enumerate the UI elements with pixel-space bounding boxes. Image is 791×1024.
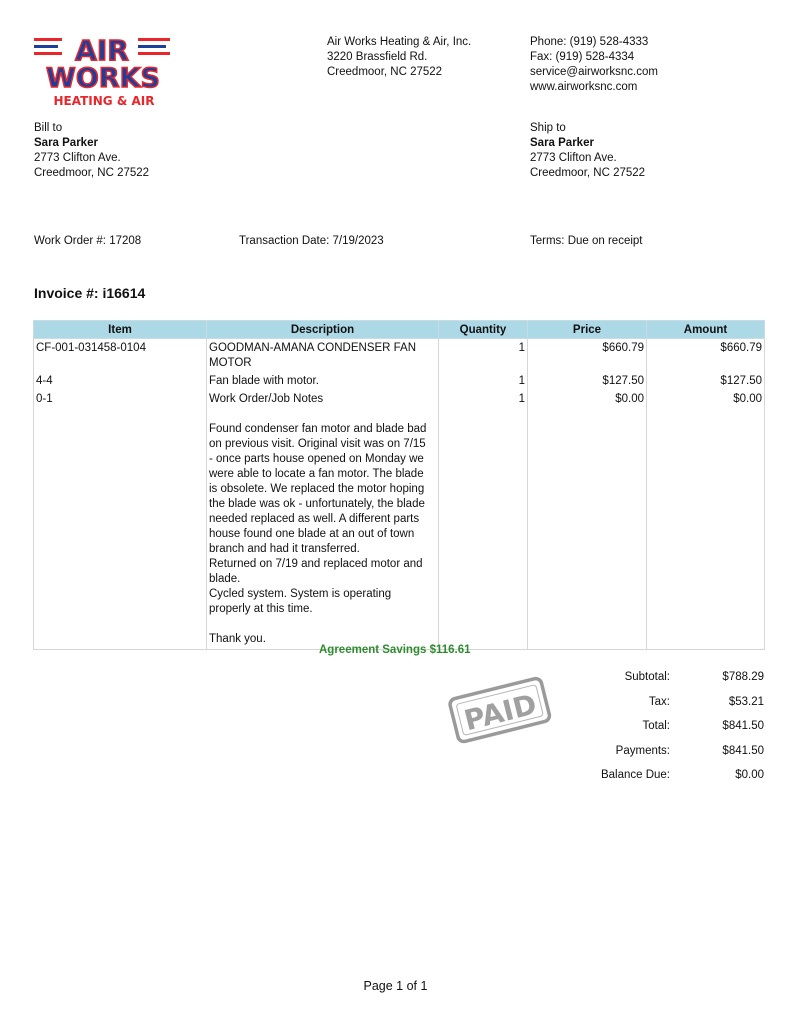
company-contact (530, 35, 658, 95)
job-notes-line: Found condenser fan motor and blade bad (209, 423, 427, 435)
job-notes-line: Cycled system. System is operating (209, 588, 392, 600)
agreement-savings: Agreement Savings $116.61 (319, 644, 471, 656)
transaction-date: Transaction Date: 7/19/2023 (239, 235, 384, 247)
tax-label: Tax: (648, 695, 670, 708)
job-notes-line: blade. (209, 573, 241, 585)
page-number: Page 1 of 1 (363, 979, 428, 993)
bill-to-name: Sara Parker (34, 137, 98, 149)
paid-stamp-text: PAID (460, 687, 540, 738)
job-notes-line: on previous visit. Original visit was on 7/15 (209, 438, 426, 450)
job-notes-line: is obsolete. We replaced the motor hoping (209, 483, 425, 495)
work-order-number: Work Order #: 17208 (34, 235, 142, 247)
balance-due-label: Balance Due: (600, 769, 670, 782)
job-notes-line: branch and had it transferred. (209, 543, 360, 555)
ship-to-address1: 2773 Clifton Ave. (530, 152, 617, 164)
subtotal-value: $788.29 (722, 671, 764, 683)
company-address-line2: Creedmoor, NC 27522 (327, 66, 443, 78)
row-description: GOODMAN-AMANA CONDENSER FAN MOTOR (207, 339, 439, 375)
company-phone: Phone: (919) 528-4333 (530, 36, 649, 48)
bill-to-label: Bill to (34, 122, 63, 134)
row-description: Fan blade with motor. (207, 374, 439, 392)
ship-to-address2: Creedmoor, NC 27522 (530, 167, 646, 179)
table-row (34, 339, 765, 375)
tax-row (550, 695, 764, 720)
row-price: $0.00 (528, 392, 647, 650)
ship-to-block (530, 121, 645, 181)
total-label: Total: (642, 720, 670, 733)
job-notes-line: properly at this time. (209, 603, 313, 615)
tax-value: $53.21 (728, 695, 764, 708)
logo-text-works: WORKS (46, 63, 160, 94)
total-value: $841.50 (722, 720, 764, 733)
column-header-price: Price (528, 321, 647, 339)
company-address-line1: 3220 Brassfield Rd. (327, 51, 428, 63)
table-row (34, 374, 765, 392)
company-address (327, 35, 471, 80)
line-items-table (33, 320, 765, 650)
row-amount: $0.00 (647, 392, 765, 650)
row-price: $660.79 (528, 339, 647, 375)
paid-stamp (445, 672, 555, 750)
ship-to-label: Ship to (530, 122, 566, 134)
balance-due-value: $0.00 (735, 769, 764, 782)
column-header-description: Description (207, 321, 439, 339)
payments-label: Payments: (615, 744, 670, 757)
row-item: CF-001-031458-0104 (34, 339, 207, 375)
company-logo (34, 35, 174, 111)
job-notes-line: Returned on 7/19 and replaced motor and (209, 558, 423, 570)
column-header-item: Item (34, 321, 207, 339)
balance-due-row (550, 768, 764, 793)
total-row (550, 719, 764, 744)
company-email: service@airworksnc.com (530, 66, 658, 78)
row-quantity: 1 (439, 374, 528, 392)
payments-value: $841.50 (722, 744, 764, 757)
company-name: Air Works Heating & Air, Inc. (327, 36, 472, 48)
table-row (34, 392, 765, 650)
logo-text-heating-air: HEATING & AIR (53, 94, 155, 108)
subtotal-row (550, 670, 764, 695)
job-notes-line: the blade was ok - unfortunately, the blade (209, 498, 425, 510)
company-website: www.airworksnc.com (530, 81, 638, 93)
bill-to-block (34, 121, 149, 181)
column-header-amount: Amount (647, 321, 765, 339)
bill-to-address1: 2773 Clifton Ave. (34, 152, 121, 164)
row-description: Work Order/Job Notes (209, 393, 324, 405)
job-notes (209, 422, 436, 647)
row-description-with-notes (207, 392, 439, 650)
job-notes-line: - once parts house opened on Monday we (209, 453, 424, 465)
ship-to-name: Sara Parker (530, 137, 594, 149)
job-notes-line: needed replaced as well. A different parts (209, 513, 420, 525)
row-item: 0-1 (34, 392, 207, 650)
row-quantity: 1 (439, 392, 528, 650)
row-amount: $660.79 (647, 339, 765, 375)
totals-block (550, 670, 764, 793)
column-header-quantity: Quantity (439, 321, 528, 339)
row-price: $127.50 (528, 374, 647, 392)
table-header-row (34, 321, 765, 339)
payment-terms: Terms: Due on receipt (530, 235, 643, 247)
job-notes-line: were able to locate a fan motor. The blade (209, 468, 424, 480)
logo-text-air: AIR (75, 35, 129, 67)
company-fax: Fax: (919) 528-4334 (530, 51, 635, 63)
payments-row (550, 744, 764, 769)
invoice-title: Invoice #: i16614 (34, 285, 146, 301)
job-notes-line: house found one blade at an out of town (209, 528, 415, 540)
job-notes-line: Thank you. (209, 633, 266, 645)
row-quantity: 1 (439, 339, 528, 375)
row-item: 4-4 (34, 374, 207, 392)
subtotal-label: Subtotal: (624, 671, 670, 683)
row-amount: $127.50 (647, 374, 765, 392)
bill-to-address2: Creedmoor, NC 27522 (34, 167, 150, 179)
